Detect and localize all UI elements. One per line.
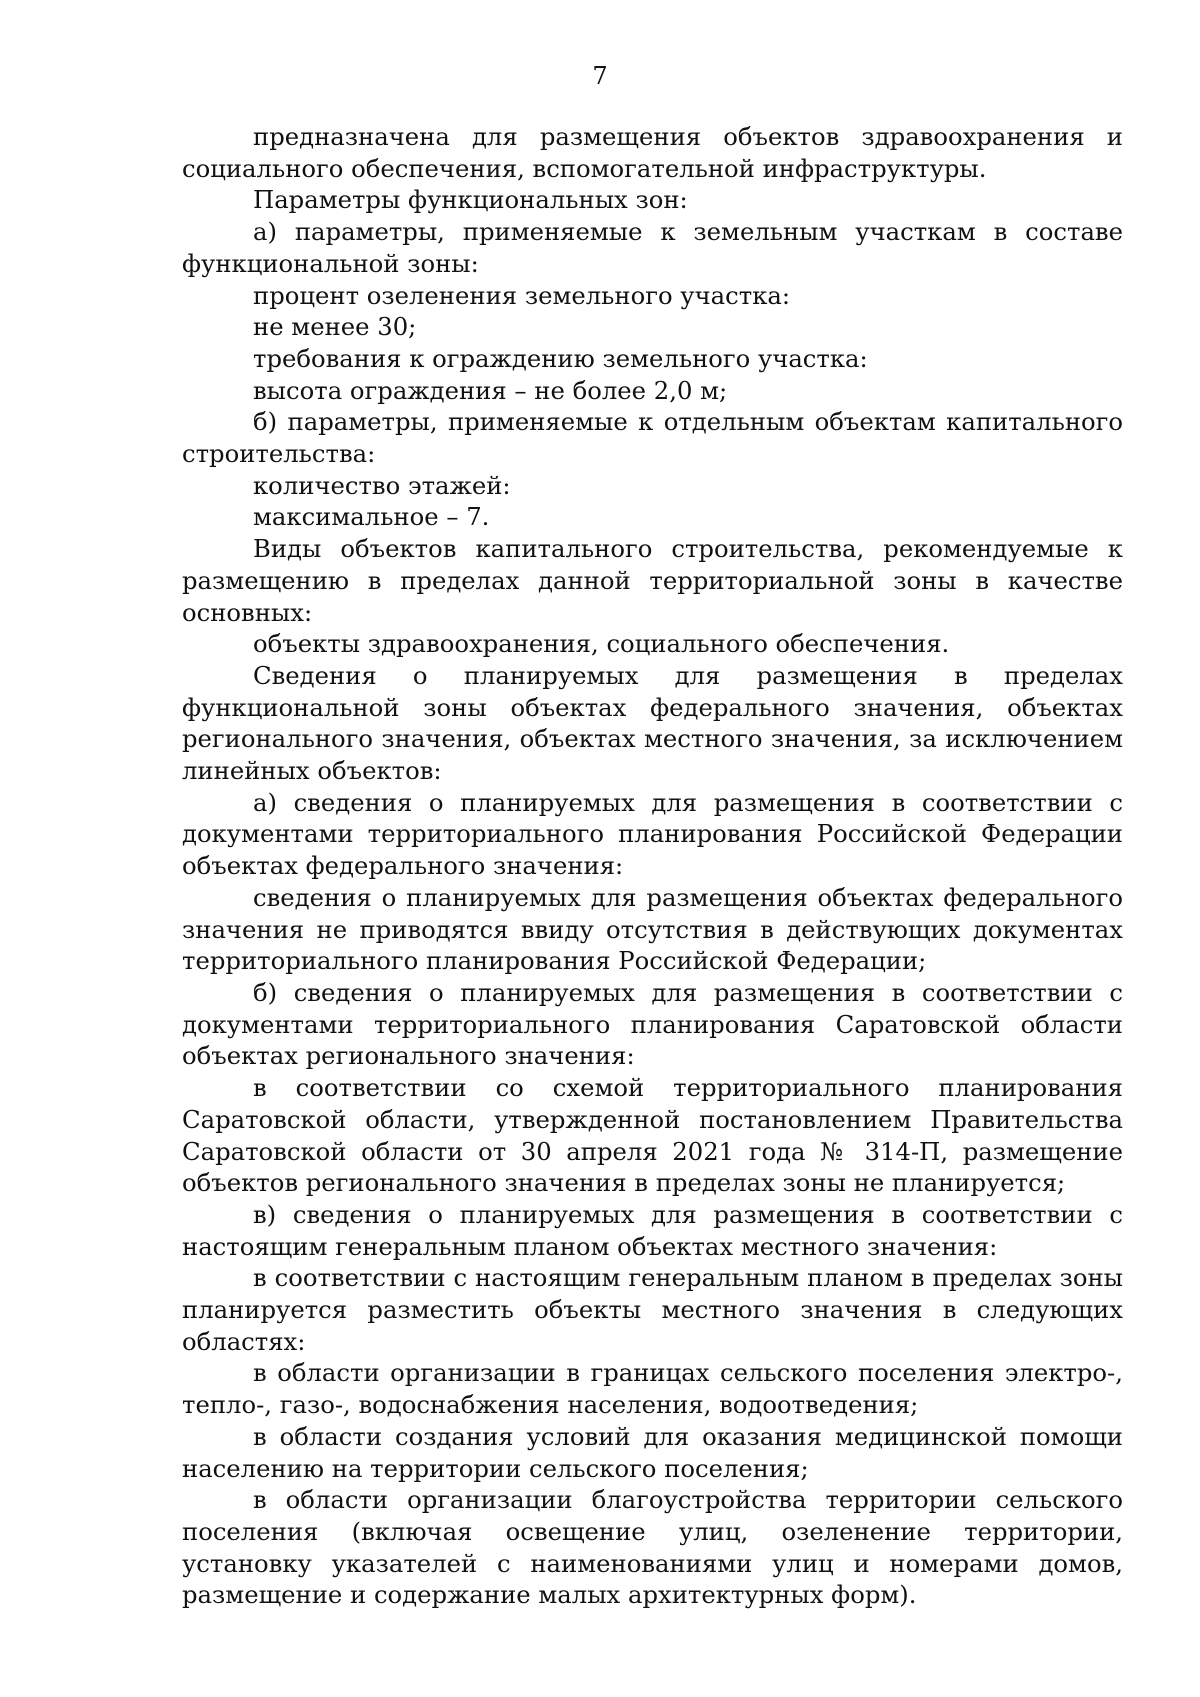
paragraph: требования к ограждению земельного участка:	[253, 343, 868, 373]
paragraph: в области создания условий для оказания медицинской помощи населению на территории сельского поселения;	[182, 1421, 1123, 1483]
paragraph: в области организации в границах сельского поселения электро-, тепло-, газо-, водоснабжения населения, водоотведения;	[182, 1358, 1123, 1420]
body-text	[182, 121, 1123, 1611]
paragraph: а) сведения о планируемых для размещения в соответствии с документами территориального планирования Российской Федерации объектах федерального значения:	[182, 787, 1123, 881]
paragraph: б) параметры, применяемые к отдельным объектам капитального строительства:	[182, 407, 1123, 469]
paragraph: Сведения о планируемых для размещения в пределах функциональной зоны объектах федерального значения, объектах регионального значения, объектах местного значения, за исключением линейных объектов:	[182, 660, 1123, 786]
paragraph: высота ограждения – не более 2,0 м;	[253, 375, 728, 405]
paragraph: в области организации благоустройства территории сельского поселения (включая освещение улиц, озеленение территории, установку указателей с наименованиями улиц и номерами домов, размещение и содержание малых архитектурных форм).	[182, 1485, 1123, 1610]
paragraph: процент озеленения земельного участка:	[253, 280, 791, 310]
paragraph: количество этажей:	[253, 470, 511, 500]
page-number: 7	[592, 62, 608, 90]
paragraph: максимальное – 7.	[253, 502, 490, 532]
paragraph: объекты здравоохранения, социального обеспечения.	[253, 629, 950, 659]
paragraph: в соответствии со схемой территориального планирования Саратовской области, утвержденной постановлением Правительства Саратовской области от 30 апреля 2021 года № 314-П, размещение объектов регионального значения в пределах зоны не планируется;	[182, 1073, 1123, 1198]
paragraph: в соответствии с настоящим генеральным планом в пределах зоны планируется разместить объекты местного значения в следующих областях:	[182, 1263, 1123, 1356]
paragraph: предназначена для размещения объектов здравоохранения и социального обеспечения, вспомогательной инфраструктуры.	[182, 122, 1123, 183]
paragraph: Параметры функциональных зон:	[253, 185, 688, 215]
paragraph: сведения о планируемых для размещения объектах федерального значения не приводятся ввиду отсутствия в действующих документах территориального планирования Российской Федерации;	[182, 882, 1123, 976]
paragraph: б) сведения о планируемых для размещения в соответствии с документами территориального планирования Саратовской области объектах регионального значения:	[182, 977, 1123, 1071]
paragraph: а) параметры, применяемые к земельным участкам в составе функциональной зоны:	[182, 217, 1123, 278]
paragraph: в) сведения о планируемых для размещения в соответствии с настоящим генеральным планом объектах местного значения:	[182, 1199, 1123, 1261]
paragraph: Виды объектов капитального строительства, рекомендуемые к размещению в пределах данной территориальной зоны в качестве основных:	[182, 534, 1123, 627]
paragraph: не менее 30;	[253, 312, 417, 342]
